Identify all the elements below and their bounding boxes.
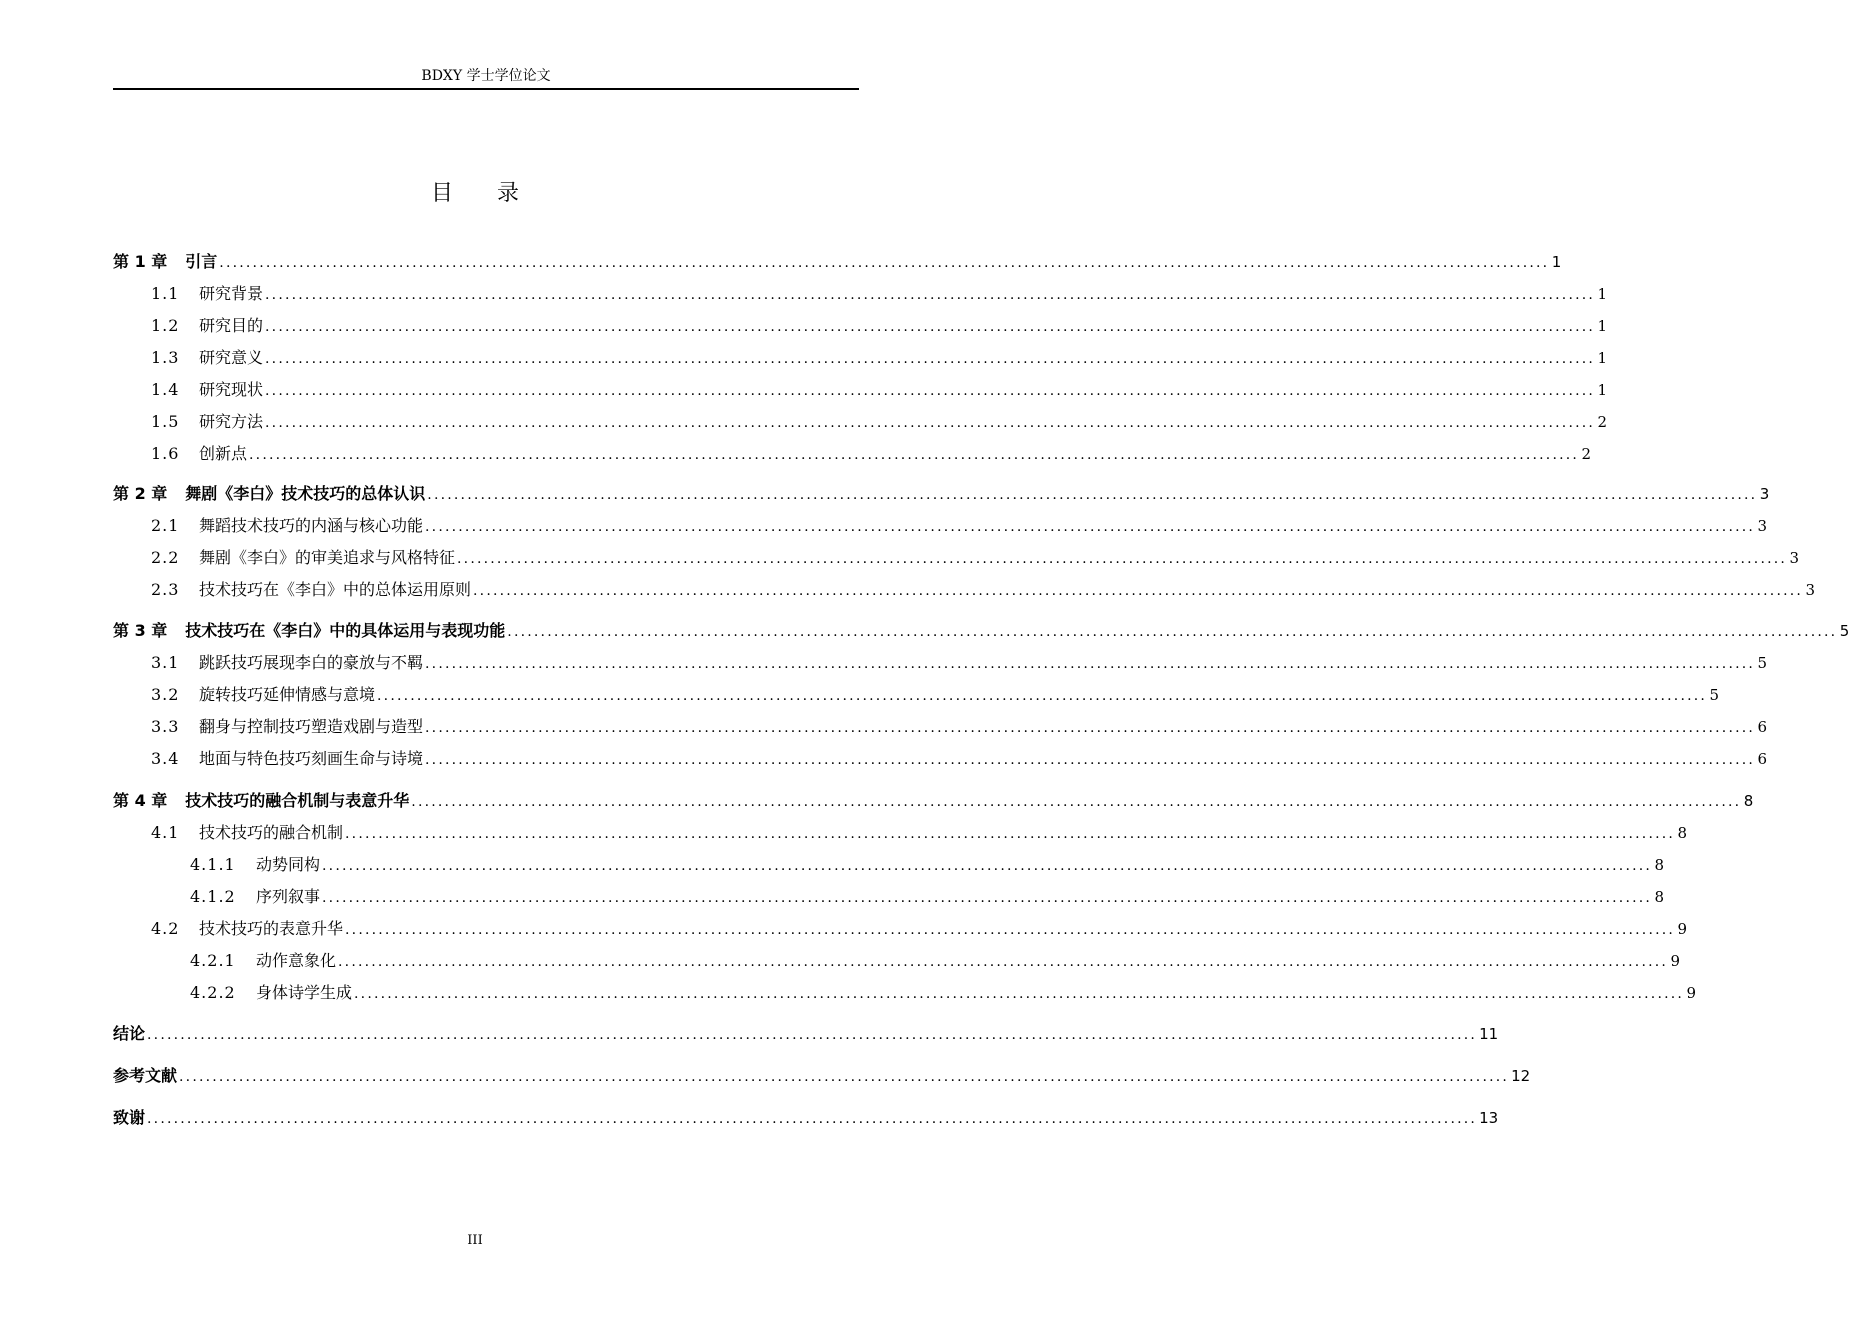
toc-entry-references[interactable] bbox=[113, 1062, 1531, 1086]
entry-page: 1 bbox=[1597, 285, 1608, 303]
entry-page: 5 bbox=[1839, 622, 1849, 640]
entry-number: 3.3 bbox=[151, 717, 180, 736]
dot-leader: ........................................................................................................................................................................................................ bbox=[249, 447, 1580, 463]
toc-entry-4-2-2[interactable] bbox=[113, 979, 1697, 1003]
entry-number: 1.2 bbox=[151, 316, 180, 335]
entry-number: 第 4 章 bbox=[113, 791, 168, 810]
toc-entry-chapter-1[interactable] bbox=[113, 248, 1562, 272]
entry-title: 研究现状 bbox=[199, 380, 264, 399]
entry-number: 第 2 章 bbox=[113, 484, 168, 503]
entry-title: 身体诗学生成 bbox=[256, 983, 353, 1002]
toc-entry-1-6[interactable] bbox=[113, 440, 1592, 464]
toc-entry-conclusion[interactable] bbox=[113, 1020, 1499, 1044]
entry-number: 4.1.1 bbox=[190, 855, 236, 874]
entry-title: 舞剧《李白》的审美追求与风格特征 bbox=[199, 548, 456, 567]
entry-title: 参考文献 bbox=[113, 1066, 178, 1085]
entry-title: 动势同构 bbox=[256, 855, 321, 874]
entry-number: 4.2.1 bbox=[190, 951, 236, 970]
entry-title: 研究意义 bbox=[199, 348, 264, 367]
toc-entry-4-1[interactable] bbox=[113, 819, 1688, 843]
entry-number: 第 1 章 bbox=[113, 252, 168, 271]
entry-number: 4.2 bbox=[151, 919, 180, 938]
entry-title: 舞蹈技术技巧的内涵与核心功能 bbox=[199, 516, 424, 535]
toc-entry-3-4[interactable] bbox=[113, 745, 1768, 769]
dot-leader: ........................................................................................................................................................................................................ bbox=[457, 551, 1788, 567]
entry-page: 3 bbox=[1789, 549, 1800, 567]
entry-number: 3.2 bbox=[151, 685, 180, 704]
toc-entry-chapter-2[interactable] bbox=[113, 480, 1770, 504]
entry-title: 研究目的 bbox=[199, 316, 264, 335]
entry-title: 技术技巧在《李白》中的具体运用与表现功能 bbox=[185, 621, 506, 640]
dot-leader: ........................................................................................................................................................................................................ bbox=[345, 922, 1676, 938]
entry-page: 1 bbox=[1597, 317, 1608, 335]
entry-number: 2.2 bbox=[151, 548, 180, 567]
entry-page: 1 bbox=[1597, 349, 1608, 367]
entry-page: 8 bbox=[1677, 824, 1688, 842]
dot-leader: ........................................................................................................................................................................................................ bbox=[425, 656, 1756, 672]
toc-entry-2-3[interactable] bbox=[113, 576, 1816, 600]
toc-entry-1-1[interactable] bbox=[113, 280, 1608, 304]
dot-leader: ........................................................................................................................................................................................................ bbox=[377, 688, 1708, 704]
toc-entry-1-5[interactable] bbox=[113, 408, 1608, 432]
entry-title: 序列叙事 bbox=[256, 887, 321, 906]
toc-entry-1-3[interactable] bbox=[113, 344, 1608, 368]
dot-leader: ........................................................................................................................................................................................................ bbox=[345, 826, 1676, 842]
entry-number: 第 3 章 bbox=[113, 621, 168, 640]
toc-entry-4-2[interactable] bbox=[113, 915, 1688, 939]
entry-title: 技术技巧的融合机制与表意升华 bbox=[185, 791, 410, 810]
entry-page: 8 bbox=[1654, 856, 1665, 874]
entry-title: 翻身与控制技巧塑造戏剧与造型 bbox=[199, 717, 424, 736]
dot-leader: ........................................................................................................................................................................................................ bbox=[219, 255, 1550, 271]
entry-number: 4.2.2 bbox=[190, 983, 236, 1002]
toc-entry-4-2-1[interactable] bbox=[113, 947, 1681, 971]
dot-leader: ........................................................................................................................................................................................................ bbox=[322, 890, 1653, 906]
entry-title: 技术技巧在《李白》中的总体运用原则 bbox=[199, 580, 472, 599]
table-of-contents bbox=[113, 0, 1849, 1200]
toc-entry-2-1[interactable] bbox=[113, 512, 1768, 536]
entry-number: 3.1 bbox=[151, 653, 180, 672]
toc-entry-3-2[interactable] bbox=[113, 681, 1720, 705]
entry-number: 1.6 bbox=[151, 444, 180, 463]
dot-leader: ........................................................................................................................................................................................................ bbox=[425, 519, 1756, 535]
toc-entry-3-1[interactable] bbox=[113, 649, 1768, 673]
entry-number: 4.1.2 bbox=[190, 887, 236, 906]
page-title: 目录 bbox=[430, 181, 563, 206]
toc-entry-3-3[interactable] bbox=[113, 713, 1768, 737]
entry-number: 2.3 bbox=[151, 580, 180, 599]
entry-page: 3 bbox=[1759, 485, 1770, 503]
entry-title: 创新点 bbox=[199, 444, 248, 463]
dot-leader: ........................................................................................................................................................................................................ bbox=[425, 720, 1756, 736]
entry-page: 8 bbox=[1654, 888, 1665, 906]
dot-leader: ........................................................................................................................................................................................................ bbox=[427, 487, 1758, 503]
entry-page: 12 bbox=[1511, 1067, 1531, 1085]
entry-page: 2 bbox=[1597, 413, 1608, 431]
dot-leader: ........................................................................................................................................................................................................ bbox=[265, 415, 1596, 431]
entry-title: 研究方法 bbox=[199, 412, 264, 431]
dot-leader: ........................................................................................................................................................................................................ bbox=[338, 954, 1669, 970]
entry-page: 2 bbox=[1581, 445, 1592, 463]
toc-entry-1-2[interactable] bbox=[113, 312, 1608, 336]
dot-leader: ........................................................................................................................................................................................................ bbox=[354, 986, 1685, 1002]
entry-number: 3.4 bbox=[151, 749, 180, 768]
entry-title: 舞剧《李白》技术技巧的总体认识 bbox=[185, 484, 426, 503]
entry-number: 1.5 bbox=[151, 412, 180, 431]
page-number: III bbox=[467, 1233, 483, 1248]
dot-leader: ........................................................................................................................................................................................................ bbox=[147, 1111, 1478, 1127]
entry-page: 9 bbox=[1686, 984, 1697, 1002]
running-header: BDXY 学士学位论文 bbox=[421, 68, 551, 84]
entry-page: 6 bbox=[1757, 750, 1768, 768]
entry-page: 9 bbox=[1677, 920, 1688, 938]
entry-page: 11 bbox=[1479, 1025, 1499, 1043]
dot-leader: ........................................................................................................................................................................................................ bbox=[507, 624, 1838, 640]
entry-page: 13 bbox=[1479, 1109, 1499, 1127]
toc-entry-4-1-2[interactable] bbox=[113, 883, 1665, 907]
entry-title: 结论 bbox=[113, 1024, 146, 1043]
toc-entry-4-1-1[interactable] bbox=[113, 851, 1665, 875]
dot-leader: ........................................................................................................................................................................................................ bbox=[425, 752, 1756, 768]
entry-title: 引言 bbox=[185, 252, 218, 271]
entry-title: 地面与特色技巧刻画生命与诗境 bbox=[199, 749, 424, 768]
entry-page: 5 bbox=[1709, 686, 1720, 704]
entry-page: 9 bbox=[1670, 952, 1681, 970]
dot-leader: ........................................................................................................................................................................................................ bbox=[411, 794, 1742, 810]
entry-title: 旋转技巧延伸情感与意境 bbox=[199, 685, 376, 704]
entry-page: 8 bbox=[1743, 792, 1754, 810]
toc-entry-acknowledgements[interactable] bbox=[113, 1104, 1499, 1128]
entry-title: 研究背景 bbox=[199, 284, 264, 303]
entry-number: 4.1 bbox=[151, 823, 180, 842]
entry-page: 6 bbox=[1757, 718, 1768, 736]
toc-entry-chapter-4[interactable] bbox=[113, 787, 1754, 811]
entry-number: 2.1 bbox=[151, 516, 180, 535]
entry-title: 跳跃技巧展现李白的豪放与不羁 bbox=[199, 653, 424, 672]
entry-page: 3 bbox=[1757, 517, 1768, 535]
entry-title: 致谢 bbox=[113, 1108, 146, 1127]
dot-leader: ........................................................................................................................................................................................................ bbox=[322, 858, 1653, 874]
dot-leader: ........................................................................................................................................................................................................ bbox=[473, 583, 1804, 599]
dot-leader: ........................................................................................................................................................................................................ bbox=[265, 383, 1596, 399]
entry-number: 1.1 bbox=[151, 284, 180, 303]
entry-title: 技术技巧的融合机制 bbox=[199, 823, 344, 842]
toc-entry-chapter-3[interactable] bbox=[113, 617, 1849, 641]
toc-entry-2-2[interactable] bbox=[113, 544, 1800, 568]
dot-leader: ........................................................................................................................................................................................................ bbox=[265, 351, 1596, 367]
entry-title: 技术技巧的表意升华 bbox=[199, 919, 344, 938]
entry-page: 1 bbox=[1597, 381, 1608, 399]
entry-title: 动作意象化 bbox=[256, 951, 337, 970]
toc-entry-1-4[interactable] bbox=[113, 376, 1608, 400]
entry-number: 1.3 bbox=[151, 348, 180, 367]
entry-number: 1.4 bbox=[151, 380, 180, 399]
entry-page: 3 bbox=[1805, 581, 1816, 599]
dot-leader: ........................................................................................................................................................................................................ bbox=[265, 287, 1596, 303]
entry-page: 5 bbox=[1757, 654, 1768, 672]
dot-leader: ........................................................................................................................................................................................................ bbox=[179, 1069, 1510, 1085]
entry-page: 1 bbox=[1551, 253, 1562, 271]
dot-leader: ........................................................................................................................................................................................................ bbox=[147, 1027, 1478, 1043]
dot-leader: ........................................................................................................................................................................................................ bbox=[265, 319, 1596, 335]
